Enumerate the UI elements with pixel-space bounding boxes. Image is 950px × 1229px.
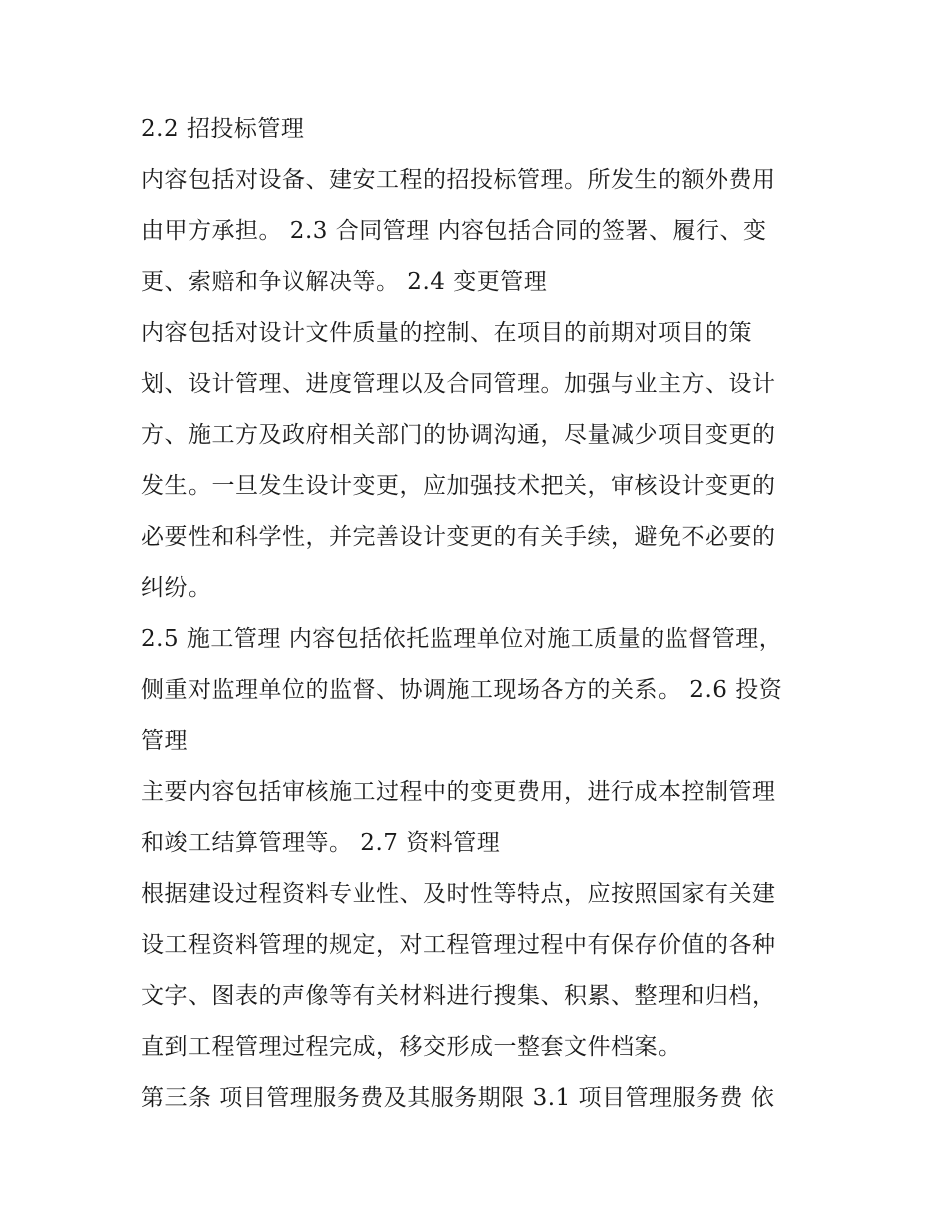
paragraph-line: 直到工程管理过程完成，移交形成一整套文件档案。 (141, 1034, 682, 1060)
paragraph-line: 侧重对监理单位的监督、协调施工现场各方的关系。 2.6 投资 (141, 677, 783, 703)
paragraph-line: 和竣工结算管理等。 2.7 资料管理 (141, 830, 501, 856)
paragraph-line: 更、索赔和争议解决等。 2.4 变更管理 (141, 269, 548, 295)
paragraph-line: 2.5 施工管理 内容包括依托监理单位对施工质量的监督管理， (141, 626, 783, 652)
paragraph-line: 内容包括对设计文件质量的控制、在项目的前期对项目的策 (141, 320, 752, 346)
paragraph-line: 管理 (141, 728, 188, 754)
document-body (141, 112, 821, 1132)
paragraph-line: 发生。一旦发生设计变更，应加强技术把关，审核设计变更的 (141, 473, 776, 499)
paragraph-line: 主要内容包括审核施工过程中的变更费用，进行成本控制管理 (141, 779, 776, 805)
paragraph-line: 由甲方承担。 2.3 合同管理 内容包括合同的签署、履行、变 (141, 218, 767, 244)
paragraph-line: 设工程资料管理的规定，对工程管理过程中有保存价值的各种 (141, 932, 776, 958)
paragraph-line: 根据建设过程资料专业性、及时性等特点，应按照国家有关建 (141, 881, 776, 907)
paragraph-line: 纠纷。 (141, 575, 212, 601)
paragraph-line: 文字、图表的声像等有关材料进行搜集、积累、整理和归档， (141, 983, 776, 1009)
section-heading-2-2: 2.2 招投标管理 (141, 116, 305, 142)
paragraph-line: 内容包括对设备、建安工程的招投标管理。所发生的额外费用 (141, 167, 776, 193)
paragraph-line: 方、施工方及政府相关部门的协调沟通，尽量减少项目变更的 (141, 422, 776, 448)
paragraph-line: 必要性和科学性，并完善设计变更的有关手续，避免不必要的 (141, 524, 776, 550)
paragraph-line: 第三条 项目管理服务费及其服务期限 3.1 项目管理服务费 依 (141, 1085, 775, 1111)
paragraph-line: 划、设计管理、进度管理以及合同管理。加强与业主方、设计 (141, 371, 776, 397)
